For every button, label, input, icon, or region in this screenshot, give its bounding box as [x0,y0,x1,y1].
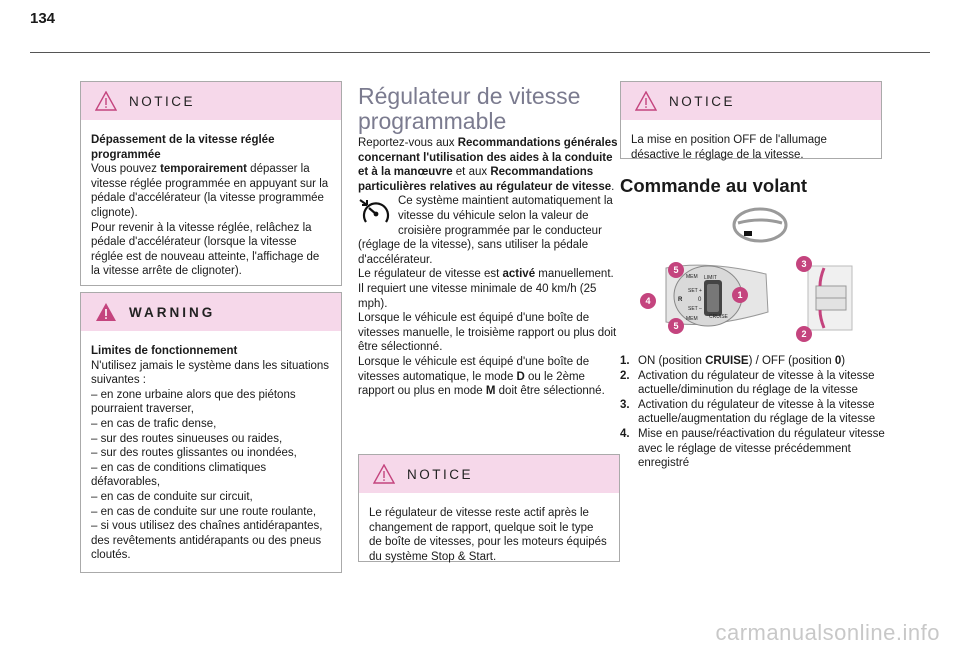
notice-label: NOTICE [669,93,736,109]
callout-2-label: 2 [801,329,807,339]
warning-label: WARNING [129,304,216,320]
notice-paragraph-1: Vous pouvez temporairement dépasser la vitesse réglée programmée en appuyant sur la pédale d'accélérateur (la vitesse programmée clignote). [91,163,329,219]
warning-item: – en cas de conduite sur circuit, [91,490,253,503]
warning-item: – en zone urbaine alors que des piétons pourraient traverser, [91,388,296,416]
warning-triangle-icon [373,464,395,484]
cruise-control-stalk-figure [636,252,776,338]
stalk-label-r: R [678,297,683,303]
warning-triangle-icon [635,91,657,111]
manual-gearbox-note: Lorsque le véhicule est équipé d'une boîte de vitesses manuelle, le troisième rapport ou plus doit être sélectionné. [358,312,617,354]
notice-box-stop-start [358,454,620,562]
notice-box-ignition [620,81,882,159]
cruise-control-side-view-figure [790,252,860,344]
cruise-control-speedometer-icon [358,196,394,226]
controls-list-item: 2. Activation du régulateur de vitesse à la vitesse actuelle/diminution du réglage de la vitesse [620,369,875,397]
main-text [358,136,620,399]
system-description: Ce système maintient automatiquement la vitesse du véhicule selon la valeur de croisière programmée par le conducteur (réglage de la vitesse), sans utiliser la pédale d'accélérateur. [358,195,613,266]
stalk-label-set-minus: SET – [688,306,702,312]
page-number: 134 [30,10,56,27]
callout-1-label: 1 [737,290,743,300]
callout-4-label: 4 [645,296,651,306]
stalk-label-limit: LIMIT [704,275,717,281]
top-rule [30,52,930,53]
section-title: Régulateur de vitesse programmable [358,83,581,134]
warning-item: – sur des routes glissantes ou inondées, [91,447,297,460]
stalk-label-mem-bottom: MEM [686,316,698,322]
warning-item: – si vous utilisez des chaînes antidérapantes, des revêtements antidérapants ou des pneus cloutés. [91,520,323,562]
steering-controls-heading: Commande au volant [620,175,808,196]
notice-label: NOTICE [129,93,196,109]
notice-title: Dépassement de la vitesse réglée programmée [91,134,275,161]
notice-box-speed-exceed [80,81,342,286]
warning-intro: N'utilisez jamais le système dans les situations suivantes : [91,359,330,387]
callout-3-label: 3 [801,259,807,269]
notice-label: NOTICE [407,466,474,482]
stalk-label-set-plus: SET + [688,288,702,294]
activation-note: Le régulateur de vitesse est activé manuellement. [358,268,614,281]
callout-5-top-label: 5 [673,265,679,275]
controls-list [620,354,890,471]
watermark: carmanualsonline.info [715,620,940,645]
stalk-label-mem-top: MEM [686,274,698,280]
stalk-label-zero: 0 [698,297,702,303]
notice-header [81,82,341,120]
warning-triangle-icon [95,302,117,322]
controls-list-item: 3. Activation du régulateur de vitesse à la vitesse actuelle/augmentation du réglage de la vitesse [620,398,876,426]
recommendations-reference: Reportez-vous aux Recommandations générales concernant l'utilisation des aides à la conduite et à la manœuvre et aux Recommandations particulières relatives au régulateur de vitesse. [358,137,618,193]
stalk-label-cruise: CRUISE [709,314,728,320]
warning-item: – sur des routes sinueuses ou raides, [91,432,283,445]
controls-list-item: 1. ON (position CRUISE) / OFF (position 0) [620,355,846,367]
automatic-gearbox-note: Lorsque le véhicule est équipé d'une boîte de vitesses automatique, le mode D ou le 2ème rapport ou plus en mode M doit être sélectionné. [358,355,605,398]
notice-text: Le régulateur de vitesse reste actif après le changement de rapport, quelque soit le type de boîte de vitesses, pour les moteurs équipés du système Stop & Start. [369,507,607,563]
warning-item: – en cas de trafic dense, [91,417,217,430]
steering-wheel-icon [732,207,788,243]
warning-box-limits [80,292,342,573]
notice-text: La mise en position OFF de l'allumage désactive le réglage de la vitesse. [631,134,827,161]
notice-header [621,82,881,120]
notice-header [359,455,619,493]
warning-item: – en cas de conditions climatiques défavorables, [91,461,267,489]
notice-paragraph-2: Pour revenir à la vitesse réglée, relâchez la pédale d'accélérateur (lorsque la vitesse réglée est de nouveau atteinte, l'affichage de la vitesse arrête de clignoter). [91,221,320,278]
warning-item: – en cas de conduite sur une route roulante, [91,505,317,518]
warning-header [81,293,341,331]
controls-list-item: 4. Mise en pause/réactivation du régulateur vitesse avec le réglage de vitesse précédemment enregistré [620,427,885,470]
minimum-speed-note: Il requiert une vitesse minimale de 40 km/h (25 mph). [358,282,597,310]
callout-5-bottom-label: 5 [673,321,679,331]
warning-title: Limites de fonctionnement [91,345,238,357]
warning-triangle-icon [95,91,117,111]
